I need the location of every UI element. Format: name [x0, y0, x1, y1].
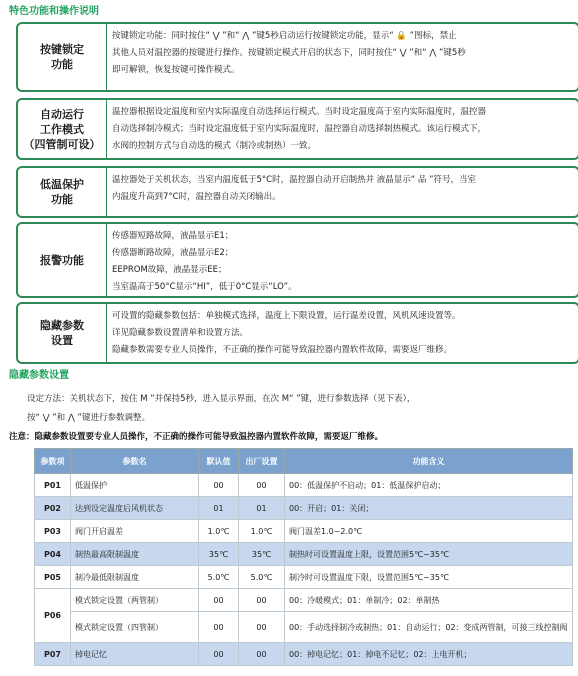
- table-row: [35, 543, 573, 566]
- param-factory: 00: [239, 474, 285, 497]
- feature-description-line: 按键锁定功能：同时按住“ ⋁ ”和“ ⋀ ”键5秒启动运行按键锁定功能，显示“ 🔒 ”图标，禁止: [112, 31, 457, 41]
- feature-description-line: 温控器根据设定温度和室内实际温度自动选择运行模式。当时设定温度高于室内实际温度时，温控器: [112, 107, 487, 117]
- feature-label: 按键锁定 功能: [18, 24, 107, 90]
- param-factory: 00: [239, 612, 285, 643]
- param-name: 制热最高限制温度: [71, 543, 199, 566]
- table-row: [35, 474, 573, 497]
- param-code: P06: [35, 589, 71, 643]
- feature-description: [112, 228, 572, 296]
- param-factory: 00: [239, 589, 285, 612]
- feature-description: [112, 308, 572, 359]
- param-meaning: 00：掉电记忆；01：掉电不记忆；02：上电开机；: [285, 643, 573, 666]
- param-meaning: 阀门温差1.0~2.0℃: [285, 520, 573, 543]
- feature-label: 隐藏参数 设置: [18, 304, 107, 362]
- param-meaning: 制冷时可设置温度下限，设置范围5℃~35℃: [285, 566, 573, 589]
- param-code: P07: [35, 643, 71, 666]
- table-header-row: [35, 449, 573, 474]
- feature-description-line: 当室温高于50°C显示“HI”，低于0°C显示“LO”。: [112, 282, 297, 292]
- table-row: [35, 520, 573, 543]
- params-table: [34, 448, 573, 666]
- feature-description-line: EEPROM故障，液晶显示EE；: [112, 265, 227, 275]
- table-row: [35, 589, 573, 612]
- header-meaning: 功能含义: [285, 449, 573, 474]
- param-name: 模式锁定设置（两管制）: [71, 589, 199, 612]
- feature-description-line: 其他人员对温控器的按键进行操作。按键锁定模式开启的状态下，同时按住“ ⋁ ”和“ ⋀ ”键5秒: [112, 48, 466, 58]
- feature-label: 低温保护 功能: [18, 168, 107, 216]
- feature-description: [112, 172, 572, 206]
- feature-description-line: 详见隐藏参数设置清单和设置方法。: [112, 328, 249, 338]
- param-meaning: 00：手动选择制冷或制热；01：自动运行；02：变成两管制，可接三线控制阀: [285, 612, 573, 643]
- param-meaning: 00：开启；01：关闭；: [285, 497, 573, 520]
- param-name: 掉电记忆: [71, 643, 199, 666]
- table-row: [35, 643, 573, 666]
- feature-box: [16, 222, 578, 298]
- param-name: 模式锁定设置（四管制）: [71, 612, 199, 643]
- feature-label: 自动运行 工作模式 （四管制可设）: [18, 100, 107, 158]
- feature-description: [112, 104, 572, 155]
- feature-box: [16, 302, 578, 364]
- feature-description-line: 内温度升高到7°C时，温控器自动关闭输出。: [112, 192, 281, 202]
- header-name: 参数名: [71, 449, 199, 474]
- feature-description-line: 可设置的隐藏参数包括：单独模式选择，温度上下限设置，运行温差设置，风机风速设置等。: [112, 311, 461, 321]
- feature-box: [16, 22, 578, 92]
- param-code: P04: [35, 543, 71, 566]
- method-line-1: 设定方法：关机状态下，按住 M ”并保持5秒，进入显示界面，在次 M“ ”键，进行参数选择（见下表），: [27, 394, 416, 404]
- param-name: 低温保护: [71, 474, 199, 497]
- param-code: P05: [35, 566, 71, 589]
- param-factory: 1.0℃: [239, 520, 285, 543]
- param-factory: 00: [239, 643, 285, 666]
- feature-description-line: 自动选择制冷模式；当时设定温度低于室内实际温度时，温控器自动选择制热模式。该运行模式下，: [112, 124, 487, 134]
- feature-box: [16, 98, 578, 160]
- param-meaning: 制热时可设置温度上限，设置范围5℃~35℃: [285, 543, 573, 566]
- param-default: 00: [199, 612, 239, 643]
- feature-box: [16, 166, 578, 218]
- param-code: P03: [35, 520, 71, 543]
- feature-description-line: 水阀的控制方式与自动选的模式（制冷或制热）一致。: [112, 141, 317, 151]
- param-name: 达到设定温度后风机状态: [71, 497, 199, 520]
- feature-description-line: 隐藏参数需要专业人员操作，不正确的操作可能导致温控器内置软件故障，需要返厂维修。: [112, 345, 453, 355]
- table-row: [35, 497, 573, 520]
- param-code: P01: [35, 474, 71, 497]
- param-meaning: 00：冷暖模式；01：单制冷；02：单制热: [285, 589, 573, 612]
- table-row: [35, 612, 573, 643]
- param-factory: 35℃: [239, 543, 285, 566]
- header-factory: 出厂设置: [239, 449, 285, 474]
- param-name: 阀门开启温差: [71, 520, 199, 543]
- header-code: 参数项: [35, 449, 71, 474]
- header-default: 默认值: [199, 449, 239, 474]
- param-meaning: 00：低温保护不启动；01：低温保护启动；: [285, 474, 573, 497]
- param-default: 00: [199, 589, 239, 612]
- feature-description-line: 温控器处于关机状态，当室内温度低于5°C时，温控器自动开启制热并 液晶显示“ 品 ”符号，当室: [112, 175, 477, 185]
- param-default: 1.0℃: [199, 520, 239, 543]
- param-default: 00: [199, 474, 239, 497]
- warning-note: 注意：隐藏参数设置要专业人员操作，不正确的操作可能导致温控器内置软件故障，需要返厂维修。: [9, 432, 384, 442]
- param-name: 制冷最低限制温度: [71, 566, 199, 589]
- table-row: [35, 566, 573, 589]
- param-default: 5.0℃: [199, 566, 239, 589]
- param-default: 01: [199, 497, 239, 520]
- param-default: 35℃: [199, 543, 239, 566]
- feature-description: [112, 28, 572, 79]
- feature-description-line: 传感器短路故障，液晶显示E1；: [112, 231, 234, 241]
- param-default: 00: [199, 643, 239, 666]
- method-line-2: 按“ ⋁ ”和 ⋀ ”键进行参数调整。: [27, 413, 150, 423]
- param-factory: 01: [239, 497, 285, 520]
- feature-label: 报警功能: [18, 224, 107, 296]
- section-title-features: 特色功能和操作说明: [9, 6, 99, 17]
- feature-description-line: 传感器断路故障，液晶显示E2；: [112, 248, 234, 258]
- section-title-hidden-params: 隐藏参数设置: [9, 370, 69, 381]
- param-factory: 5.0℃: [239, 566, 285, 589]
- feature-description-line: 即可解锁，恢复按键可操作模式。: [112, 65, 240, 75]
- param-code: P02: [35, 497, 71, 520]
